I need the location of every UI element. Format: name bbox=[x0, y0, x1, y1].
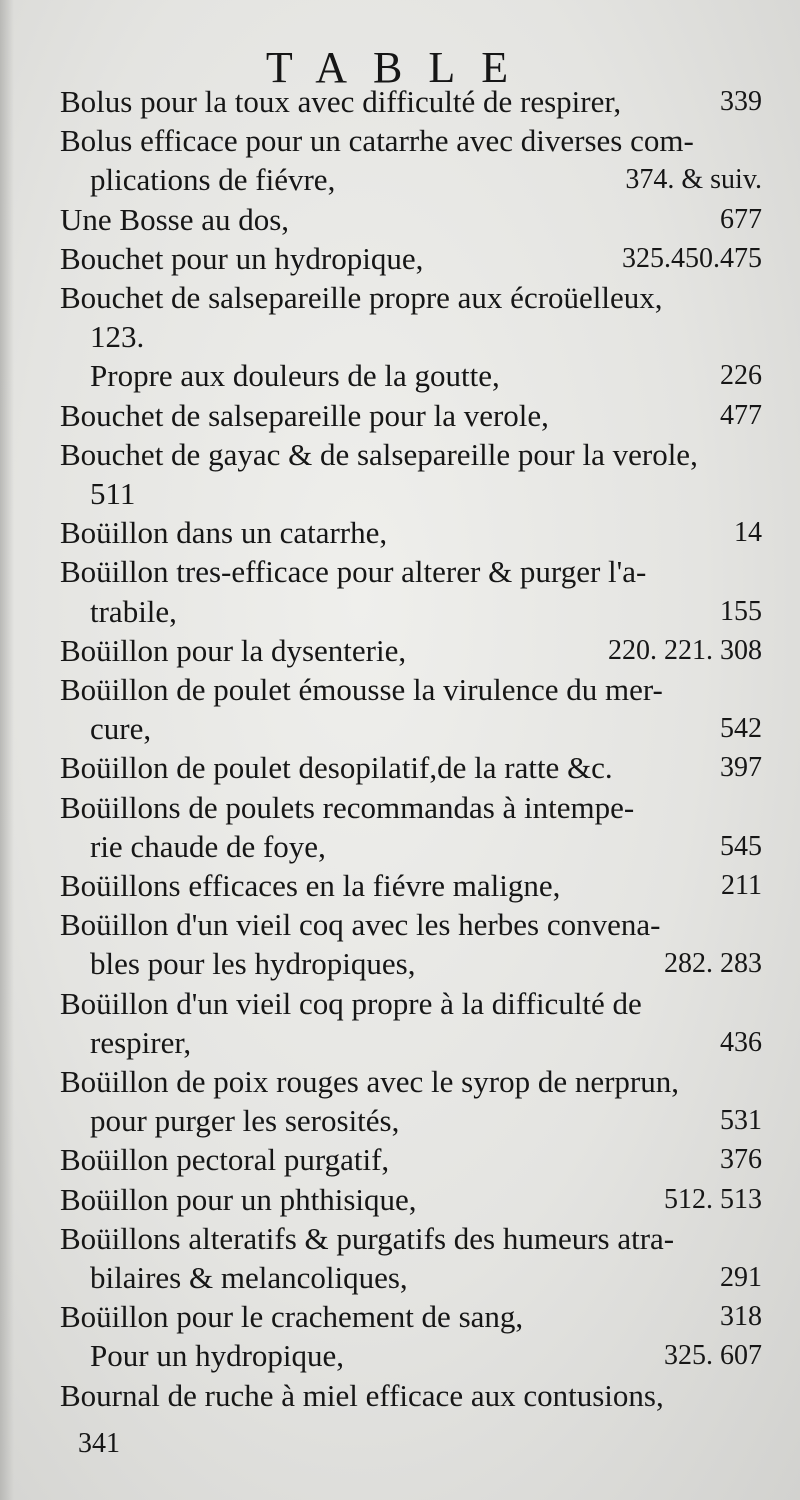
index-entry bbox=[60, 1297, 762, 1337]
entry-page-ref: 318 bbox=[720, 1301, 762, 1333]
index-entry bbox=[90, 944, 762, 984]
index-entry bbox=[90, 317, 762, 357]
entry-page-ref: 545 bbox=[720, 830, 762, 862]
entry-text: Boüillon de poulet émousse la virulence du mer- bbox=[60, 672, 663, 707]
index-entry bbox=[60, 435, 762, 475]
index-entry bbox=[60, 239, 762, 279]
index-entry bbox=[60, 82, 762, 122]
index-entry bbox=[60, 1376, 762, 1416]
entry-text: Boüillon pour le crachement de sang, bbox=[60, 1299, 524, 1335]
index-entry bbox=[90, 709, 762, 749]
entry-text: Bouchet de salsepareille pour la verole, bbox=[60, 397, 549, 433]
entry-page-ref: 325.450.475 bbox=[622, 242, 762, 274]
entry-page-ref: 155 bbox=[720, 595, 762, 627]
index-entry bbox=[60, 1180, 762, 1220]
entry-text: Boüillon pectoral purgatif, bbox=[60, 1142, 390, 1178]
entry-text: 123. bbox=[90, 319, 145, 355]
index-entry bbox=[60, 513, 762, 553]
entry-page-ref: 374. & suiv. bbox=[625, 164, 762, 196]
index-entry bbox=[90, 827, 762, 867]
entry-page-ref: 397 bbox=[720, 752, 762, 784]
entry-text: Boüillon d'un vieil coq avec les herbes convena- bbox=[60, 907, 661, 943]
entry-page-ref: 282. 283 bbox=[664, 948, 762, 980]
index-entry bbox=[60, 866, 762, 906]
entry-text: respirer, bbox=[90, 1024, 192, 1060]
entry-text: Boüillon pour la dysenterie, bbox=[60, 632, 407, 668]
entry-text: Boüillon dans un catarrhe, bbox=[60, 515, 388, 551]
index-entry bbox=[90, 1258, 762, 1298]
index-entry bbox=[60, 631, 762, 671]
entry-page-ref: 376 bbox=[720, 1144, 762, 1176]
index-entry bbox=[90, 1336, 762, 1376]
entry-text: Boüillon de poulet desopilatif,de la ratte &c. bbox=[60, 750, 613, 786]
index-entry bbox=[90, 1023, 762, 1063]
entry-text: Bouchet de gayac & de salsepareille pour la verole, bbox=[60, 436, 698, 472]
index-entry bbox=[60, 396, 762, 436]
page-edge-shadow bbox=[0, 0, 14, 1500]
index-entry bbox=[90, 356, 762, 396]
entry-text: rie chaude de foye, bbox=[90, 828, 326, 864]
index-entry bbox=[60, 121, 762, 161]
index-entry bbox=[60, 670, 762, 710]
entry-text: trabile, bbox=[90, 593, 177, 629]
entry-page-ref: 226 bbox=[720, 360, 762, 392]
entry-text: Boüillon pour un phthisique, bbox=[60, 1181, 417, 1217]
entry-page-ref: 14 bbox=[734, 517, 762, 549]
entry-text: bilaires & melancoliques, bbox=[90, 1260, 408, 1295]
entry-text: Bouchet pour un hydropique, bbox=[60, 240, 424, 276]
entry-text: Bouchet de salsepareille propre aux écroüelleux, bbox=[60, 280, 663, 315]
entry-page-ref: 542 bbox=[720, 713, 762, 745]
entry-text: plications de fiévre, bbox=[90, 162, 336, 198]
entry-text: Bolus efficace pour un catarrhe avec diverses com- bbox=[60, 123, 694, 159]
entry-text: bles pour les hydropiques, bbox=[90, 946, 416, 982]
entry-text: Pour un hydropique, bbox=[90, 1338, 345, 1374]
entry-page-ref: 436 bbox=[720, 1026, 762, 1058]
index-entry bbox=[60, 905, 762, 945]
entry-text: Bolus pour la toux avec difficulté de respirer, bbox=[60, 84, 622, 119]
entry-text: cure, bbox=[90, 711, 152, 747]
index-entry bbox=[60, 1219, 762, 1259]
index-entry bbox=[60, 1062, 762, 1102]
page-title: TABLE bbox=[265, 43, 535, 92]
entry-text: Boüillon de poix rouges avec le syrop de nerprun, bbox=[60, 1064, 679, 1099]
entry-text: Boüillons alteratifs & purgatifs des humeurs atra- bbox=[60, 1220, 675, 1256]
index-entry bbox=[90, 1101, 762, 1141]
entry-text: Bournal de ruche à miel efficace aux contusions, bbox=[60, 1377, 664, 1413]
entry-page-ref: 220. 221. 308 bbox=[608, 634, 762, 666]
entry-page-ref: 512. 513 bbox=[664, 1183, 762, 1215]
entry-page-ref: 531 bbox=[720, 1105, 762, 1137]
entry-page-ref: 325. 607 bbox=[664, 1340, 762, 1372]
entry-page-ref: 211 bbox=[721, 870, 762, 901]
entry-page-ref: 477 bbox=[720, 399, 762, 431]
index-entry bbox=[90, 474, 762, 514]
index-entry bbox=[60, 278, 762, 318]
entry-page-ref: 677 bbox=[720, 203, 762, 235]
entry-text: pour purger les serosités, bbox=[90, 1103, 400, 1139]
index-entry bbox=[90, 592, 762, 632]
index-entry bbox=[60, 984, 762, 1024]
entry-text: 511 bbox=[90, 476, 136, 511]
index-entry bbox=[60, 200, 762, 240]
entry-page-ref: 339 bbox=[720, 86, 762, 117]
index-entry bbox=[90, 160, 762, 200]
entry-text: Boüillon d'un vieil coq propre à la difficulté de bbox=[60, 985, 642, 1021]
index-entry bbox=[60, 552, 762, 592]
entry-text: Une Bosse au dos, bbox=[60, 201, 290, 237]
entry-text: Boüillon tres-efficace pour alterer & purger l'a- bbox=[60, 554, 647, 590]
index-entry bbox=[60, 1140, 762, 1180]
page-number: 341 bbox=[78, 1428, 120, 1459]
entry-page-ref: 291 bbox=[720, 1262, 762, 1293]
entry-text: Boüillons efficaces en la fiévre maligne, bbox=[60, 868, 561, 903]
entry-text: Boüillons de poulets recommandas à intempe- bbox=[60, 789, 635, 825]
index-entry bbox=[60, 788, 762, 828]
entry-text: Propre aux douleurs de la goutte, bbox=[90, 358, 500, 394]
index-entry bbox=[60, 748, 762, 788]
